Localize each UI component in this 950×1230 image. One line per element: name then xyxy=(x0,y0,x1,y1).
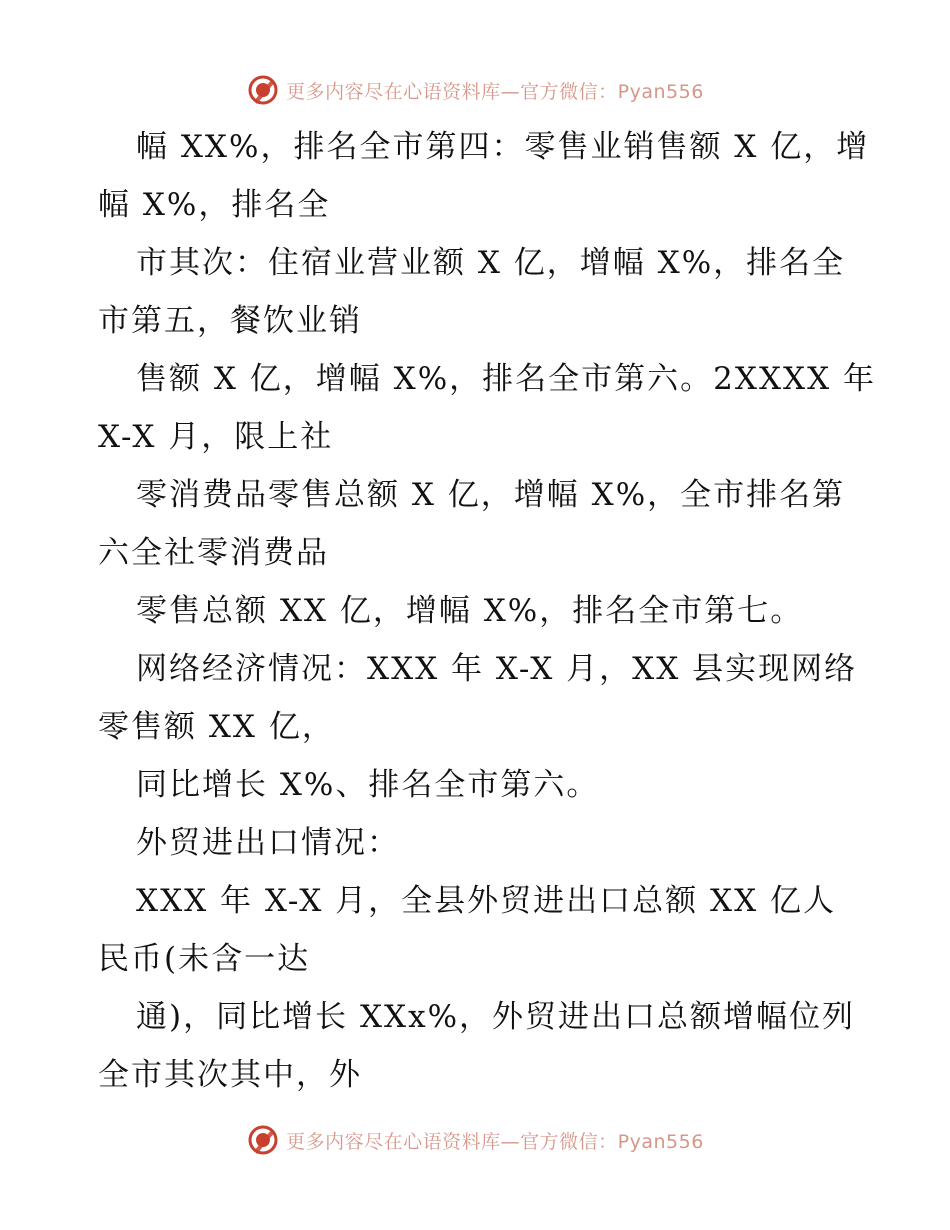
body-line: 零售总额 XX 亿，增幅 X%，排名全市第七。 xyxy=(136,593,804,629)
pen-logo-icon xyxy=(246,1123,280,1157)
body-line: XXX 年 X-X 月，全县外贸进出口总额 XX 亿人 xyxy=(136,883,837,919)
body-line: 六全社零消费品 xyxy=(98,535,329,571)
header-watermark-text: 更多内容尽在心语资料库—官方微信：Pyan556 xyxy=(286,80,704,103)
footer-watermark xyxy=(0,1120,950,1160)
header-watermark xyxy=(0,70,950,110)
body-line: 通)，同比增长 XXx%，外贸进出口总额增幅位列 xyxy=(136,999,856,1035)
body-line: X-X 月，限上社 xyxy=(98,419,334,455)
body-line: 外贸进出口情况： xyxy=(136,825,400,861)
body-line: 幅 XX%，排名全市第四：零售业销售额 X 亿，增 xyxy=(136,129,870,165)
body-line: 零消费品零售总额 X 亿，增幅 X%，全市排名第 xyxy=(136,477,846,513)
footer-watermark-text: 更多内容尽在心语资料库—官方微信：Pyan556 xyxy=(286,1130,704,1153)
pen-logo-icon xyxy=(246,73,280,107)
body-line: 同比增长 X%、排名全市第六。 xyxy=(136,767,600,803)
body-line: 零售额 XX 亿， xyxy=(98,709,335,745)
body-line: 市第五，餐饮业销 xyxy=(98,303,362,339)
body-line: 售额 X 亿，增幅 X%，排名全市第六。2XXXX 年 xyxy=(136,361,877,397)
body-line: 民币(未含一达 xyxy=(98,941,311,977)
document-body xyxy=(98,118,877,1104)
body-line: 全市其次其中，外 xyxy=(98,1057,362,1093)
body-line: 市其次：住宿业营业额 X 亿，增幅 X%，排名全 xyxy=(136,245,846,281)
body-line: 幅 X%，排名全 xyxy=(98,187,331,223)
body-line: 网络经济情况：XXX 年 X-X 月，XX 县实现网络 xyxy=(136,651,858,687)
